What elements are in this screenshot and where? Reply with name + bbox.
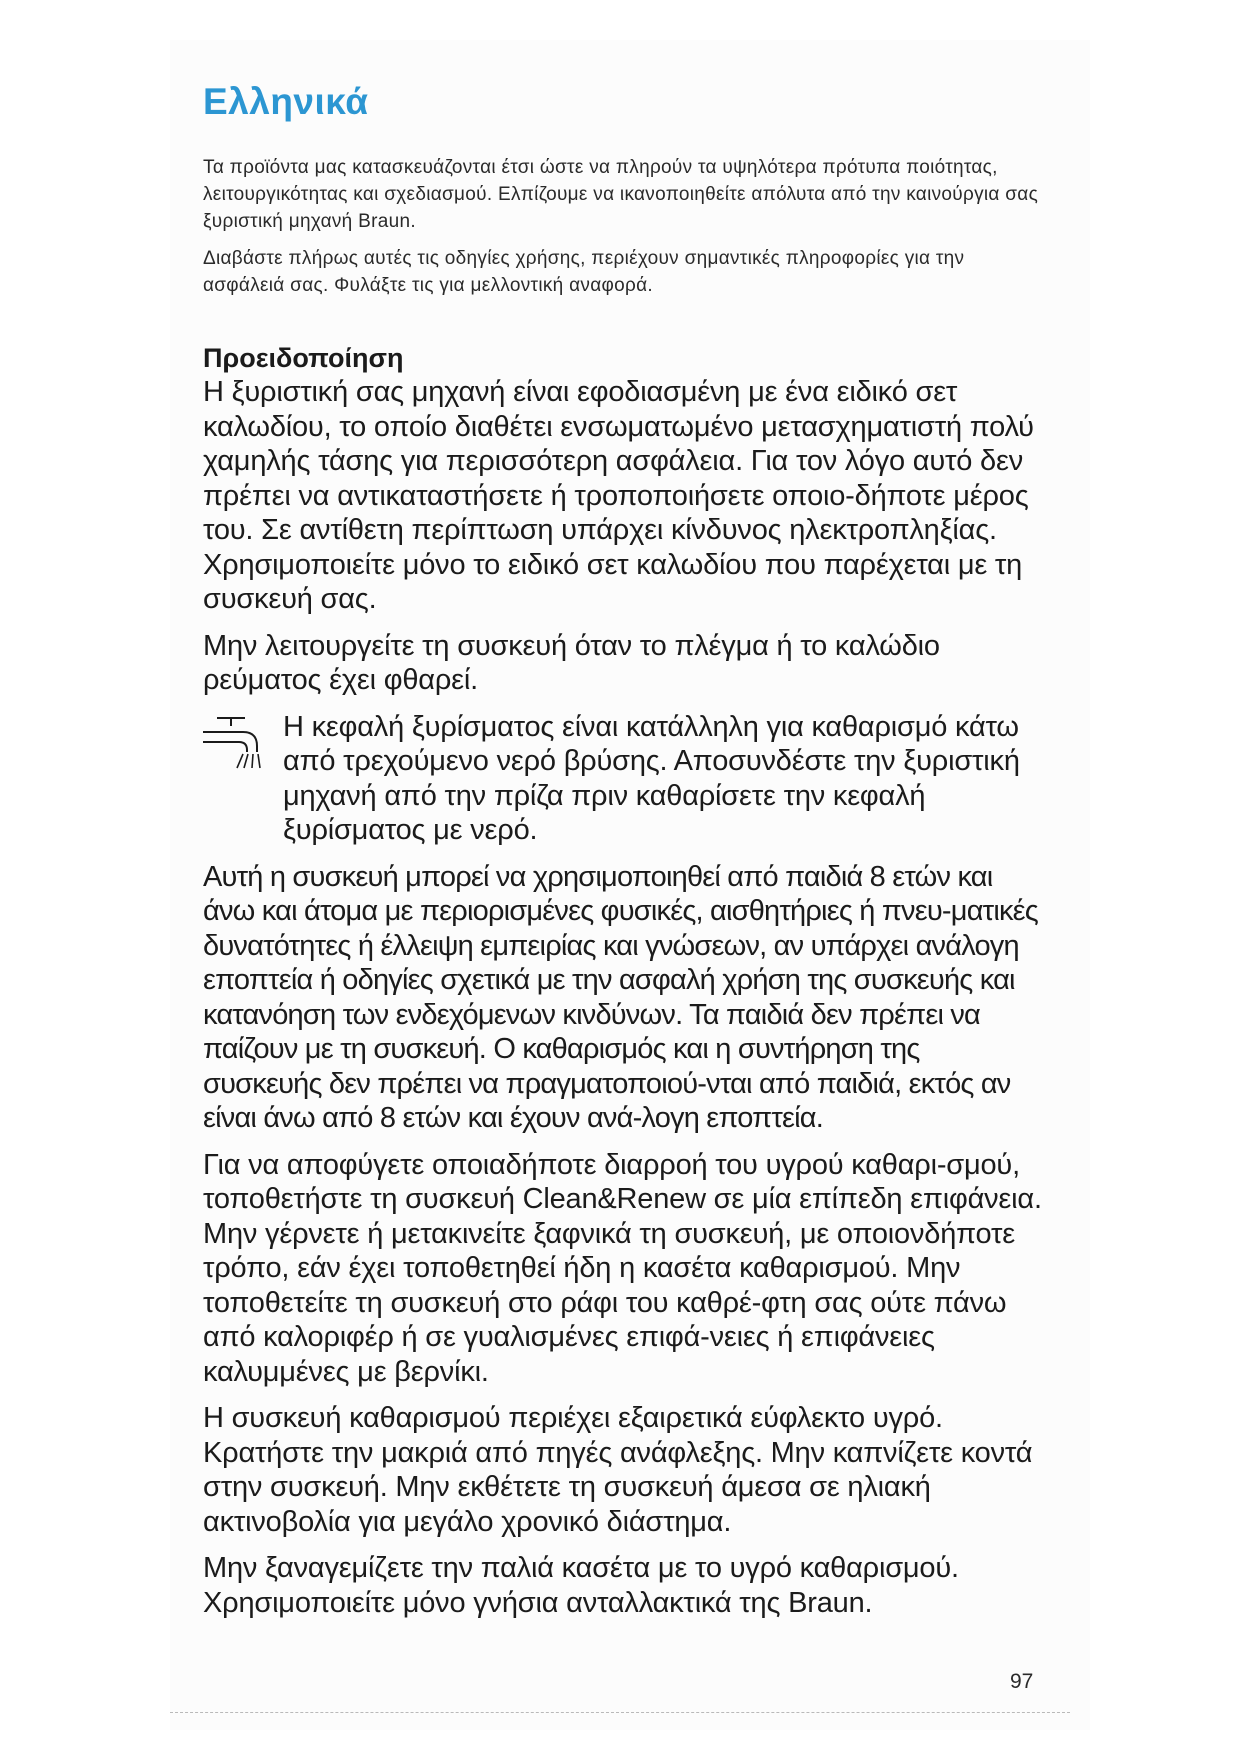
warning-paragraph: Για να αποφύγετε οποιαδήποτε διαρροή του υγρού καθαρι-σμού, τοποθετήστε τη συσκευή Clean&Renew σε μία επίπεδη επιφάνεια. Μην γέρνετε ή μετακινείτε ξαφνικά τη συσκευή, με οποιονδήποτε τρόπο, εάν έχει τοποθετηθεί ήδη η κασέτα καθαρισμού. Μην τοποθετείτε τη συσκευή στο ράφι του καθρέ-φτη σας ούτε πάνω από καλοριφέρ ή σε γυαλισμένες επιφά-νειες ή επιφάνειες καλυμμένες με βερνίκι. bbox=[203, 1148, 1042, 1388]
intro-paragraph: Διαβάστε πλήρως αυτές τις οδηγίες χρήσης, περιέχουν σημαντικές πληροφορίες για την ασφάλειά σας. Φυλάξτε τις για μελλοντική αναφορά. bbox=[203, 248, 965, 296]
footer-divider bbox=[170, 1712, 1070, 1713]
document-content bbox=[203, 80, 1043, 1632]
warning-section bbox=[203, 341, 1043, 1620]
intro-paragraph: Τα προϊόντα μας κατασκευάζονται έτσι ώστε να πληρούν τα υψηλότερα πρότυπα ποιότητας, λειτουργικότητας και σχεδιασμού. Ελπίζουμε να ικανοποιηθείτε απόλυτα από την καινούργια σας ξυριστική μηχανή Braun. bbox=[203, 157, 1039, 232]
language-title: Ελληνικά bbox=[203, 81, 369, 122]
page-number: 97 bbox=[1010, 1670, 1034, 1693]
warning-paragraph: Η κεφαλή ξυρίσματος είναι κατάλληλη για καθαρισμό κάτω από τρεχούμενο νερό βρύσης. Αποσυνδέστε την ξυριστική μηχανή από την πρίζα πριν καθαρίσετε την κεφαλή ξυρίσματος με νερό. bbox=[283, 710, 1020, 846]
tap-water-instruction bbox=[203, 710, 1043, 848]
intro-section bbox=[203, 154, 1043, 299]
warning-paragraph: Μην λειτουργείτε τη συσκευή όταν το πλέγμα ή το καλώδιο ρεύματος έχει φθαρεί. bbox=[203, 629, 940, 696]
water-tap-icon bbox=[203, 714, 267, 776]
warning-heading: Προειδοποίηση bbox=[203, 343, 404, 373]
warning-paragraph: Αυτή η συσκευή μπορεί να χρησιμοποιηθεί από παιδιά 8 ετών και άνω και άτομα με περιορισμένες φυσικές, αισθητήριες ή πνευ-ματικές δυνατότητες ή έλλειψη εμπειρίας και γνώσεων, αν υπάρχει ανάλογη εποπτεία ή οδηγίες σχετικά με την ασφαλή χρήση της συσκευής και κατανόηση των ενδεχόμενων κινδύνων. Τα παιδιά δεν πρέπει να παίζουν με τη συσκευή. Ο καθαρισμός και η συντήρηση της συσκευής δεν πρέπει να πραγματοποιού-νται από παιδιά, εκτός αν είναι άνω από 8 ετών και έχουν ανά-λογη εποπτεία. bbox=[203, 860, 1038, 1134]
warning-paragraph: Η συσκευή καθαρισμού περιέχει εξαιρετικά εύφλεκτο υγρό. Κρατήστε την μακριά από πηγές ανάφλεξης. Μην καπνίζετε κοντά στην συσκευή. Μην εκθέτετε τη συσκευή άμεσα σε ηλιακή ακτινοβολία για μεγάλο χρονικό διάστημα. bbox=[203, 1402, 1033, 1538]
warning-paragraph: Μην ξαναγεμίζετε την παλιά κασέτα με το υγρό καθαρισμού. Χρησιμοποιείτε μόνο γνήσια ανταλλακτικά της Braun. bbox=[203, 1552, 959, 1619]
warning-paragraph: Η ξυριστική σας μηχανή είναι εφοδιασμένη με ένα ειδικό σετ καλωδίου, το οποίο διαθέτει ενσωματωμένο μετασχηματιστή πολύ χαμηλής τάσης για περισσότερη ασφάλεια. Για τον λόγο αυτό δεν πρέπει να αντικαταστήσετε ή τροποποιήσετε οποιο-δήποτε μέρος του. Σε αντίθετη περίπτωση υπάρχει κίνδυνος ηλεκτροπληξίας. Χρησιμοποιείτε μόνο το ειδικό σετ καλωδίου που παρέχεται με τη συσκευή σας. bbox=[203, 376, 1034, 615]
